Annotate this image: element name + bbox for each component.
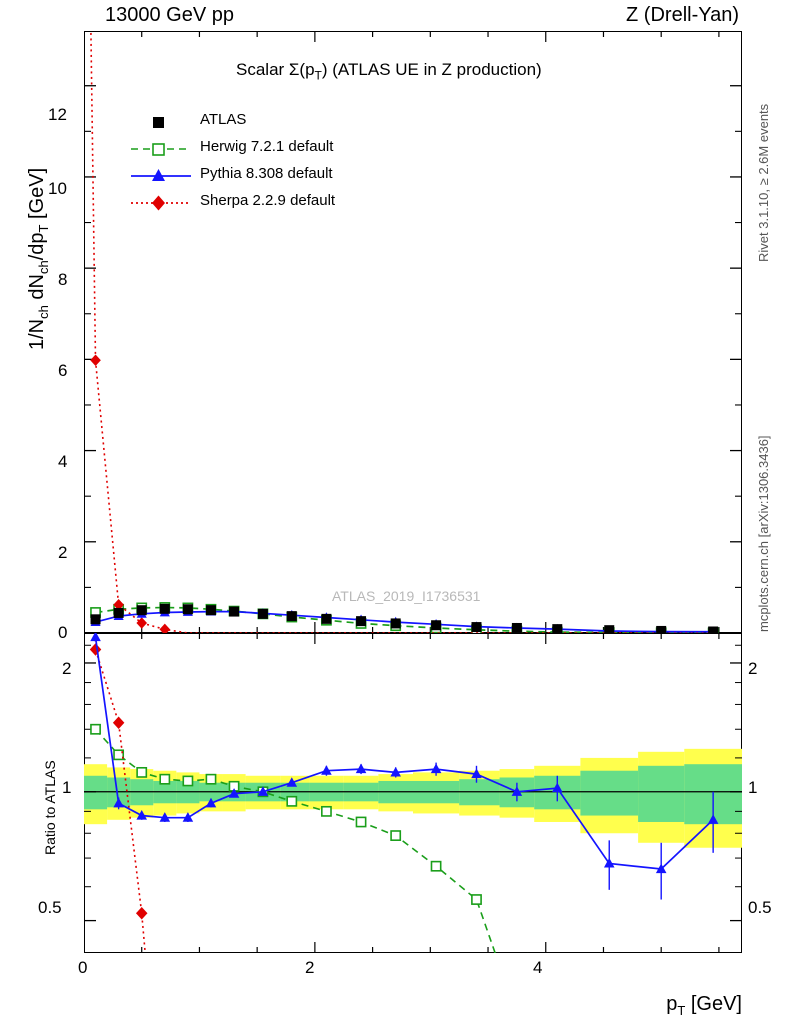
ratio-marker-herwig[interactable] xyxy=(431,862,440,871)
y-axis-label-ratio: Ratio to ATLAS xyxy=(42,760,58,855)
legend-label-herwig: Herwig 7.2.1 default xyxy=(200,138,334,155)
main-marker[interactable] xyxy=(391,618,401,628)
ratio-marker-herwig[interactable] xyxy=(472,895,481,904)
dataset-watermark: ATLAS_2019_I1736531 xyxy=(332,588,481,604)
ratio-marker-sherpa[interactable] xyxy=(113,716,125,729)
ratio-line-pythia[interactable] xyxy=(96,637,714,869)
main-marker[interactable] xyxy=(183,604,193,614)
mcplots-source-label: mcplots.cern.ch [arXiv:1306.3436] xyxy=(756,435,771,632)
ratio-marker-herwig[interactable] xyxy=(137,768,146,777)
main-marker[interactable] xyxy=(471,622,481,632)
main-series-line-sherpa-tail[interactable] xyxy=(91,31,96,359)
ratio-marker-sherpa[interactable] xyxy=(136,907,148,920)
ratio-ytick-2-right: 2 xyxy=(748,659,758,678)
main-marker[interactable] xyxy=(552,624,562,634)
ylab-p1: 1/N xyxy=(26,318,48,350)
ratio-marker-herwig[interactable] xyxy=(512,1011,521,1020)
ratio-ytick-1-right: 1 xyxy=(748,778,758,797)
rivet-version-label: Rivet 3.1.10, ≥ 2.6M events xyxy=(756,103,771,262)
main-ytick-6: 6 xyxy=(58,361,68,380)
xtick-0: 0 xyxy=(78,958,88,977)
main-ytick-8: 8 xyxy=(58,270,68,289)
ratio-band-inner[interactable] xyxy=(638,766,684,822)
ratio-marker-herwig[interactable] xyxy=(91,725,100,734)
legend-label-sherpa: Sherpa 2.2.9 default xyxy=(200,192,336,209)
xlab-p3: [GeV] xyxy=(685,993,742,1015)
ratio-marker-sherpa[interactable] xyxy=(90,643,102,656)
ratio-band-inner[interactable] xyxy=(580,771,638,816)
ratio-marker-herwig[interactable] xyxy=(391,831,400,840)
ratio-marker-herwig[interactable] xyxy=(160,775,169,784)
main-marker[interactable] xyxy=(91,614,101,624)
main-series-line[interactable] xyxy=(96,360,714,633)
plot-title-main: Scalar Σ(p xyxy=(236,60,315,79)
ratio-ytick-1-left: 1 xyxy=(62,778,72,797)
main-marker[interactable] xyxy=(136,617,147,629)
main-marker[interactable] xyxy=(160,604,170,614)
main-marker[interactable] xyxy=(356,616,366,626)
ylab-p3: dN xyxy=(26,274,48,306)
ylab-p2: ch xyxy=(36,305,51,319)
ratio-marker-herwig[interactable] xyxy=(287,797,296,806)
main-marker[interactable] xyxy=(206,605,216,615)
ratio-ytick-2-left: 2 xyxy=(62,659,72,678)
legend-label-atlas: ATLAS xyxy=(200,111,247,128)
main-ytick-12: 12 xyxy=(48,105,67,124)
main-marker[interactable] xyxy=(708,626,718,636)
xlab-p2: T xyxy=(677,1003,686,1018)
ratio-marker-herwig[interactable] xyxy=(183,776,192,785)
header-process-label: Z (Drell-Yan) xyxy=(626,4,739,26)
main-marker[interactable] xyxy=(321,614,331,624)
plot-title-tail: ) (ATLAS UE in Z production) xyxy=(321,60,542,79)
main-marker[interactable] xyxy=(229,607,239,617)
ratio-marker-herwig[interactable] xyxy=(206,775,215,784)
xtick-2: 2 xyxy=(305,958,315,977)
main-marker[interactable] xyxy=(258,609,268,619)
xlab-p1: p xyxy=(666,993,678,1015)
ratio-ytick-0.5-left: 0.5 xyxy=(38,898,62,917)
main-ytick-4: 4 xyxy=(58,452,68,471)
main-marker[interactable] xyxy=(90,355,101,367)
ratio-marker-herwig[interactable] xyxy=(322,807,331,816)
ratio-marker-pythia[interactable] xyxy=(356,764,367,774)
main-marker[interactable] xyxy=(431,620,441,630)
plot-title-sub: T xyxy=(314,68,322,83)
ratio-marker-pythia[interactable] xyxy=(431,764,442,774)
ylab-p5: /dp xyxy=(26,232,48,261)
ylab-p7: [GeV] xyxy=(26,167,48,225)
xtick-4: 4 xyxy=(533,958,543,977)
ylab-p4: ch xyxy=(36,260,51,275)
main-marker[interactable] xyxy=(160,624,171,636)
ratio-band-inner[interactable] xyxy=(84,776,107,810)
main-ytick-2: 2 xyxy=(58,543,68,562)
main-marker[interactable] xyxy=(287,611,297,621)
ratio-ytick-0.5-right: 0.5 xyxy=(748,898,772,917)
main-marker[interactable] xyxy=(512,623,522,633)
ratio-marker-herwig[interactable] xyxy=(356,817,365,826)
legend-label-pythia: Pythia 8.308 default xyxy=(200,165,333,182)
main-ytick-0: 0 xyxy=(58,623,68,642)
main-marker[interactable] xyxy=(114,608,124,618)
main-marker[interactable] xyxy=(137,605,147,615)
header-beam-label: 13000 GeV pp xyxy=(105,4,234,26)
ylab-p6: T xyxy=(36,224,51,233)
main-ytick-10: 10 xyxy=(48,179,67,198)
main-marker[interactable] xyxy=(604,625,614,635)
